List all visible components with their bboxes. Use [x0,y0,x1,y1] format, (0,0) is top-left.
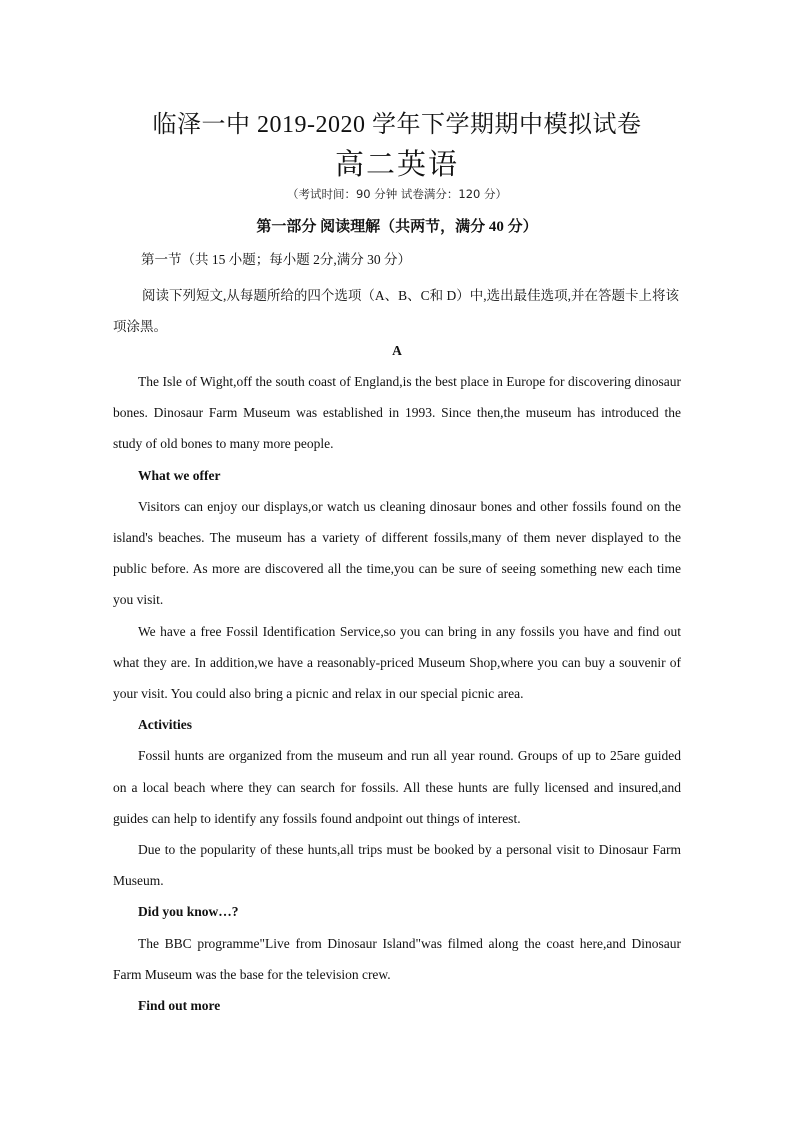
part-title: 第一部分 阅读理解（共两节，满分 40 分） [256,219,538,235]
didyouknow-paragraph: The BBC programme"Live from Dinosaur Island"was filmed along the coast here,and Dinosaur Farm Museum was the base for the television crew. [113,935,681,982]
passage-body [113,366,681,1021]
offer-paragraph-1: Visitors can enjoy our displays,or watch us cleaning dinosaur bones and other fossils found on the island's beaches. The museum has a variety of different fossils,many of them never displayed to the public before. As more are discovered all the time,you can be sure of seeing something new each time you visit. [113,498,681,608]
activities-paragraph-2: Due to the popularity of these hunts,all trips must be booked by a personal visit to Dinosaur Farm Museum. [113,842,681,889]
didyouknow-heading: Did you know…? [138,904,239,920]
intro-paragraph: The Isle of Wight,off the south coast of England,is the best place in Europe for discovering dinosaur bones. Dinosaur Farm Museum was established in 1993. Since then,the museum has introduced the study of old bones to many more people. [113,374,681,452]
offer-heading: What we offer [138,467,221,483]
instructions: 阅读下列短文,从每题所给的四个选项（A、B、C和 D）中,选出最佳选项,并在答题卡上将该项涂黑。 [113,288,680,334]
subject-title: 高二英语 [334,147,459,181]
activities-heading: Activities [138,717,192,733]
offer-paragraph-2: We have a free Fossil Identification Service,so you can bring in any fossils you have and find out what they are. In addition,we have a reasonably-priced Museum Shop,where you can buy a souvenir of your visit. You could also bring a picnic and relax in our special picnic area. [113,623,681,702]
passage-letter: A [392,343,402,358]
exam-title: 临泽一中 2019-2020 学年下学期期中模拟试卷 [152,112,642,138]
exam-info: （考试时间：90 分钟 试卷满分：120 分） [286,187,508,201]
section-line: 第一节（共 15 小题；每小题 2分,满分 30 分） [141,252,411,267]
findout-heading: Find out more [138,998,221,1014]
activities-paragraph-1: Fossil hunts are organized from the museum and run all year round. Groups of up to 25are guided on a local beach where they can search for fossils. All these hunts are fully licensed and insured,and guides can help to identify any fossils found andpoint out things of interest. [113,748,681,826]
